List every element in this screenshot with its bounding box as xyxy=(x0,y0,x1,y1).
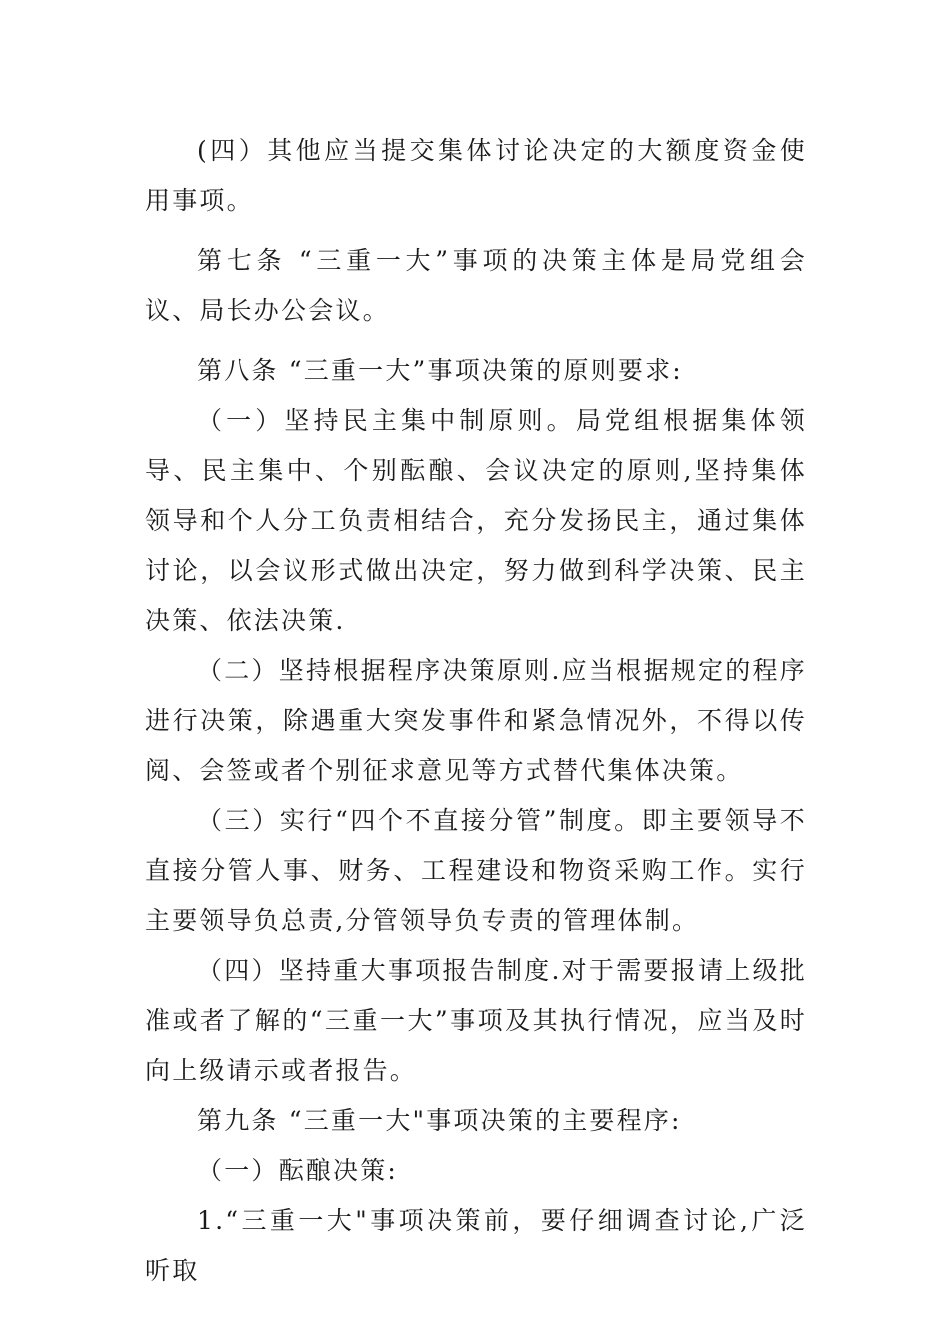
paragraph-principle-2: （二）坚持根据程序决策原则.应当根据规定的程序进行决策，除遇重大突发事件和紧急情况外，不得以传阅、会签或者个别征求意见等方式替代集体决策。 xyxy=(145,656,807,785)
paragraph-principle-4: （四）坚持重大事项报告制度.对于需要报请上级批准或者了解的“三重一大”事项及其执行情况，应当及时向上级请示或者报告。 xyxy=(145,956,807,1085)
paragraph-article-7: 第七条 “三重一大”事项的决策主体是局党组会议、局长办公会议。 xyxy=(145,246,807,325)
paragraph-article-8: 第八条 “三重一大”事项决策的原则要求: xyxy=(197,356,683,385)
paragraph-principle-1: （一）坚持民主集中制原则。局党组根据集体领导、民主集中、个别酝酿、会议决定的原则,坚持集体领导和个人分工负责相结合，充分发扬民主，通过集体讨论，以会议形式做出决定，努力做到科学决策、民主决策、依法决策. xyxy=(145,406,807,635)
paragraph-procedure-1: （一）酝酿决策: xyxy=(197,1156,399,1185)
document-body xyxy=(145,126,807,1296)
paragraph-article-9: 第九条 “三重一大"事项决策的主要程序: xyxy=(197,1106,682,1135)
paragraph-principle-3: （三）实行“四个不直接分管”制度。即主要领导不直接分管人事、财务、工程建设和物资采购工作。实行主要领导负总责,分管领导负专责的管理体制。 xyxy=(145,806,807,935)
paragraph-item-4-funds: (四）其他应当提交集体讨论决定的大额度资金使用事项。 xyxy=(145,136,807,215)
paragraph-procedure-1-item-1: 1.“三重一大"事项决策前，要仔细调查讨论,广泛听取 xyxy=(145,1206,807,1285)
